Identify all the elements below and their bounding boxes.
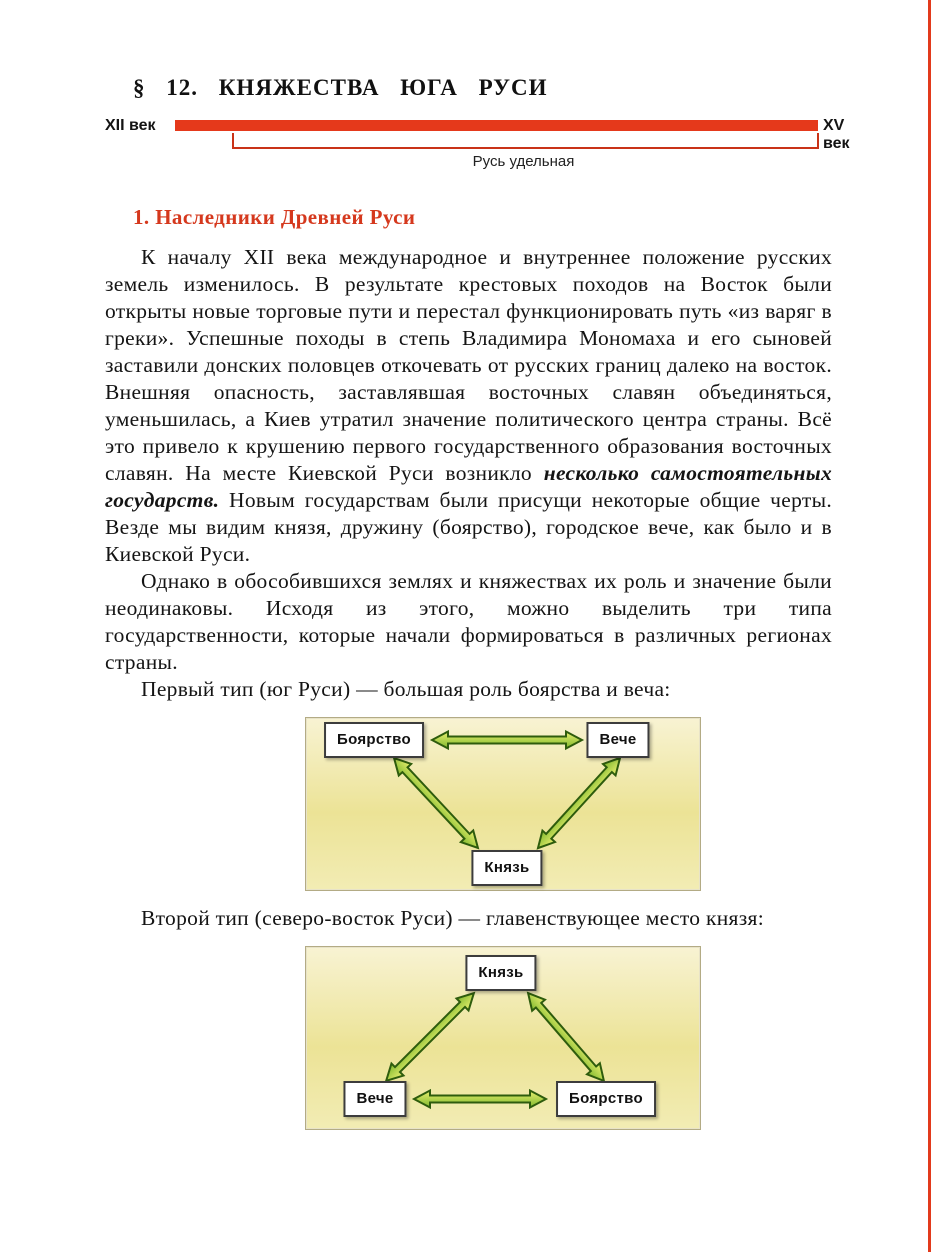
- double-arrow-prince-boyars: [522, 988, 611, 1087]
- diagram-node-veche: Вече: [586, 722, 649, 758]
- paragraph-1: [105, 244, 832, 568]
- diagram-node-boyarstvo: Боярство: [324, 722, 424, 758]
- paragraph-1-tail: Новым государствам были присущи некоторые общие черты. Везде мы видим князя, дружину (боярство), городское вече, как было и в Киевской Руси.: [105, 488, 832, 566]
- section-heading: 1. Наследники Древней Руси: [133, 205, 416, 229]
- timeline-period-label: Русь удельная: [472, 153, 575, 170]
- diagram-node-boyarstvo: Боярство: [556, 1081, 656, 1117]
- diagram-northeast-rus: [305, 946, 701, 1130]
- timeline-end-label: XV век: [823, 117, 850, 152]
- paragraph-4: Второй тип (северо-восток Руси) — главенствующее место князя:: [141, 906, 764, 930]
- timeline-bracket: [232, 133, 819, 149]
- body-text: [105, 244, 832, 1130]
- timeline-bar: [175, 120, 818, 131]
- diagram-node-knyaz: Князь: [465, 955, 536, 991]
- timeline: [105, 117, 850, 177]
- double-arrow-boyars-prince: [388, 752, 484, 854]
- timeline-start-label: XII век: [105, 117, 156, 134]
- page-title: § 12. КНЯЖЕСТВА ЮГА РУСИ: [133, 75, 548, 100]
- paragraph-2: Однако в обособившихся землях и княжествах их роль и значение были неодинаковы. Исходя из этого, можно выделить три типа государственности, которые начали формироваться в различных регионах страны.: [105, 569, 832, 674]
- paragraph-1-emphasis: несколько самостоятельных государств.: [105, 461, 832, 512]
- paragraph-3: Первый тип (юг Руси) — большая роль боярства и веча:: [141, 677, 671, 701]
- diagram-node-veche: Вече: [343, 1081, 406, 1117]
- double-arrow-prince-veche: [380, 987, 480, 1087]
- double-arrow-veche-boyars: [414, 1091, 546, 1108]
- diagram-south-rus: [305, 717, 701, 891]
- diagram-node-knyaz: Князь: [471, 850, 542, 886]
- double-arrow-veche-prince: [532, 752, 627, 854]
- double-arrow-boyars-veche: [432, 732, 582, 749]
- paragraph-1-text: К началу XII века международное и внутреннее положение русских земель изменилось. В результате крестовых походов на Восток были открыты новые торговые пути и перестал функционировать путь «из варяг в греки». Успешные походы в степь Владимира Мономаха и его сыновей заставили донских половцев откочевать от русских границ далеко на восток. Внешняя опасность, заставлявшая восточных славян объединяться, уменьшилась, а Киев утратил значение политического центра страны. Всё это привело к крушению первого государственного образования восточных славян. На месте Киевской Руси возникло: [105, 245, 832, 485]
- page-content: [105, 0, 850, 1144]
